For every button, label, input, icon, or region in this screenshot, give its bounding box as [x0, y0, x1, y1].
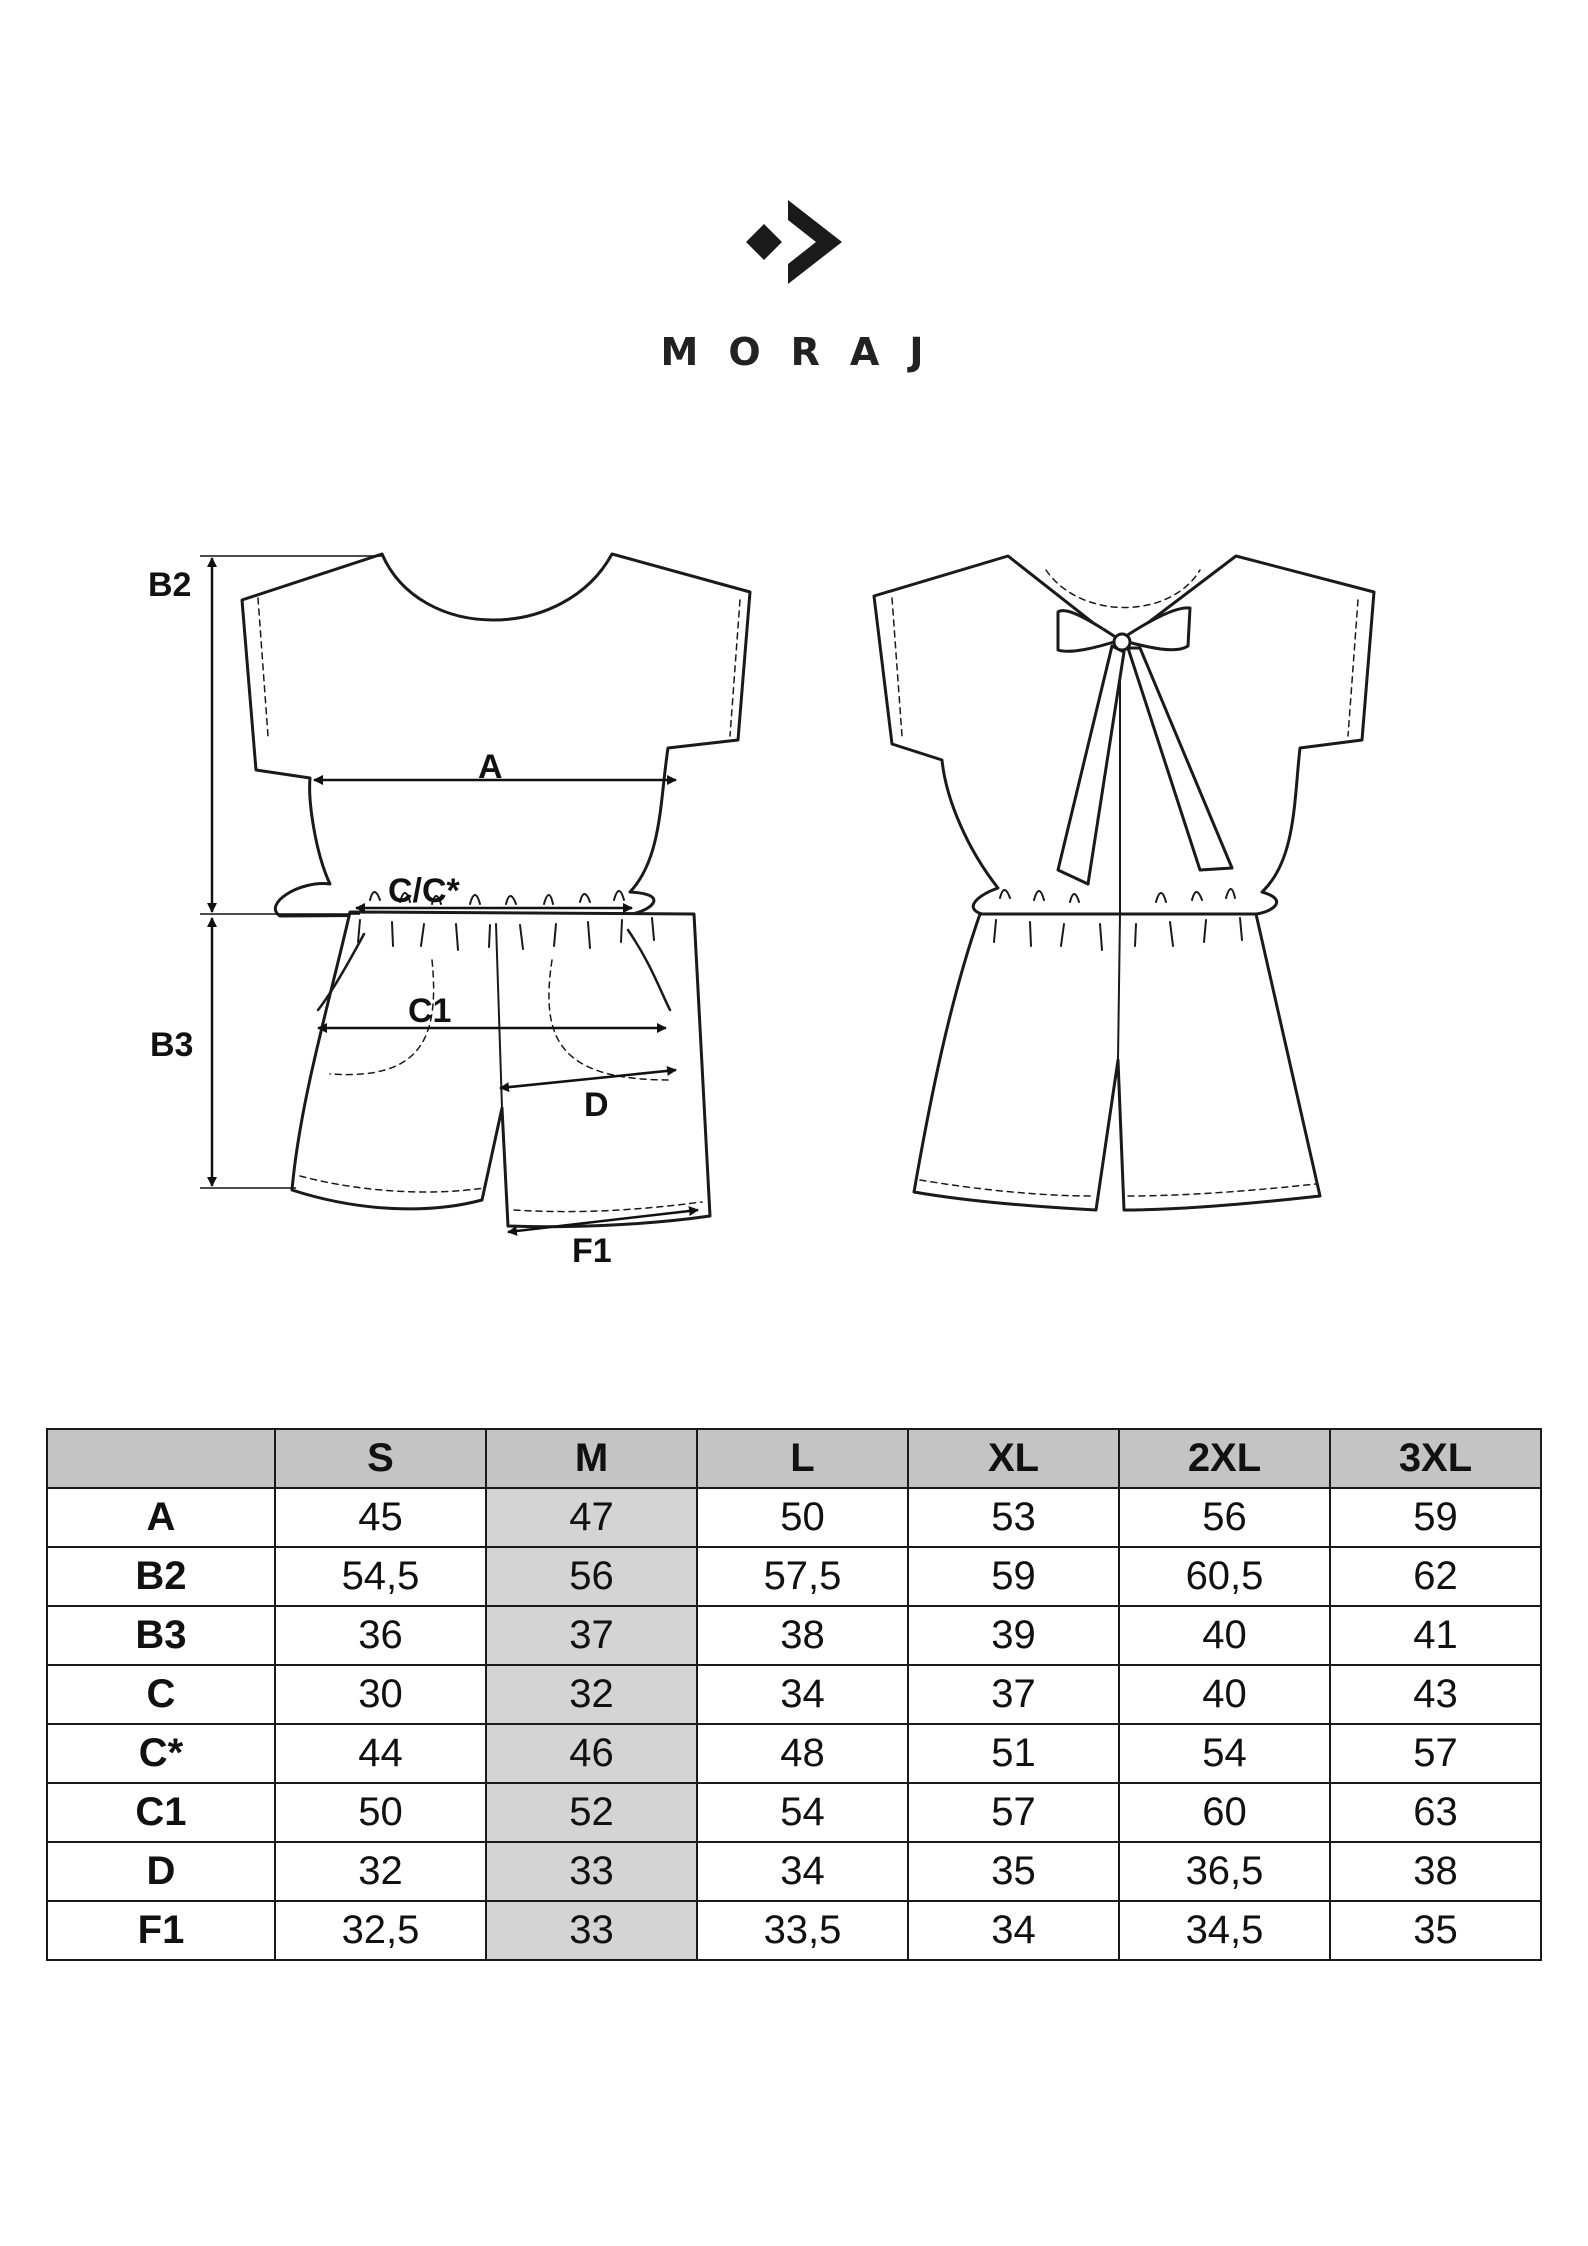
- table-row: [47, 1842, 1541, 1901]
- measurement-value: 57,5: [697, 1547, 908, 1606]
- table-row: [47, 1606, 1541, 1665]
- measurement-value: 59: [908, 1547, 1119, 1606]
- measurement-value: 60: [1119, 1783, 1330, 1842]
- measurement-value: 54: [697, 1783, 908, 1842]
- measurement-label: C1: [47, 1783, 275, 1842]
- measurement-value: 37: [486, 1606, 697, 1665]
- back-view-drawing: [874, 556, 1374, 1210]
- measurement-value: 54,5: [275, 1547, 486, 1606]
- measurement-value: 62: [1330, 1547, 1541, 1606]
- measurement-label: D: [47, 1842, 275, 1901]
- measurement-value: 30: [275, 1665, 486, 1724]
- label-c-cstar: C/C*: [388, 872, 460, 910]
- table-row: [47, 1488, 1541, 1547]
- table-row: [47, 1901, 1541, 1960]
- table-row: [47, 1547, 1541, 1606]
- size-header-3xl: 3XL: [1330, 1429, 1541, 1488]
- label-d: D: [584, 1086, 609, 1124]
- measurement-value: 41: [1330, 1606, 1541, 1665]
- table-row: [47, 1665, 1541, 1724]
- measurement-value: 45: [275, 1488, 486, 1547]
- measurement-value: 56: [1119, 1488, 1330, 1547]
- size-header-2xl: 2XL: [1119, 1429, 1330, 1488]
- table-row: [47, 1783, 1541, 1842]
- measurement-value: 43: [1330, 1665, 1541, 1724]
- measurement-value: 60,5: [1119, 1547, 1330, 1606]
- size-chart-table: [46, 1428, 1542, 1961]
- measurement-value: 33: [486, 1842, 697, 1901]
- measurement-value: 39: [908, 1606, 1119, 1665]
- measurement-label: A: [47, 1488, 275, 1547]
- measurement-value: 33: [486, 1901, 697, 1960]
- measurement-label: C*: [47, 1724, 275, 1783]
- measurement-value: 50: [697, 1488, 908, 1547]
- measurement-value: 52: [486, 1783, 697, 1842]
- measurement-value: 38: [697, 1606, 908, 1665]
- measurement-value: 34,5: [1119, 1901, 1330, 1960]
- measurement-label: B2: [47, 1547, 275, 1606]
- measurement-value: 40: [1119, 1606, 1330, 1665]
- label-f1: F1: [572, 1232, 612, 1270]
- measurement-value: 54: [1119, 1724, 1330, 1783]
- measurement-value: 40: [1119, 1665, 1330, 1724]
- measurement-value: 48: [697, 1724, 908, 1783]
- brand-logo: [0, 200, 1588, 374]
- measurement-value: 34: [697, 1842, 908, 1901]
- measurement-value: 44: [275, 1724, 486, 1783]
- measurement-value: 37: [908, 1665, 1119, 1724]
- measurement-value: 51: [908, 1724, 1119, 1783]
- measurement-value: 63: [1330, 1783, 1541, 1842]
- size-header-xl: XL: [908, 1429, 1119, 1488]
- table-row: [47, 1724, 1541, 1783]
- measurement-value: 47: [486, 1488, 697, 1547]
- size-header-l: L: [697, 1429, 908, 1488]
- moraj-chevron-logo-icon: [744, 200, 844, 284]
- measurement-value: 36: [275, 1606, 486, 1665]
- brand-name: MORAJ: [660, 330, 954, 374]
- measurement-value: 34: [908, 1901, 1119, 1960]
- measurement-value: 32: [486, 1665, 697, 1724]
- measurement-label: B3: [47, 1606, 275, 1665]
- measurement-value: 36,5: [1119, 1842, 1330, 1901]
- measurement-label: F1: [47, 1901, 275, 1960]
- label-a: A: [478, 748, 503, 786]
- size-header-s: S: [275, 1429, 486, 1488]
- front-view-drawing: [242, 554, 750, 1227]
- garment-diagram: [0, 520, 1588, 1280]
- measurement-value: 56: [486, 1547, 697, 1606]
- measurement-value: 53: [908, 1488, 1119, 1547]
- measurement-label: C: [47, 1665, 275, 1724]
- size-header-m: M: [486, 1429, 697, 1488]
- measurement-value: 35: [908, 1842, 1119, 1901]
- measurement-value: 34: [697, 1665, 908, 1724]
- measurement-value: 46: [486, 1724, 697, 1783]
- table-header-row: [47, 1429, 1541, 1488]
- label-c1: C1: [408, 992, 452, 1030]
- measurement-value: 57: [1330, 1724, 1541, 1783]
- measurement-value: 57: [908, 1783, 1119, 1842]
- measurement-value: 32,5: [275, 1901, 486, 1960]
- header-corner-cell: [47, 1429, 275, 1488]
- label-b3: B3: [150, 1026, 194, 1064]
- measurement-value: 33,5: [697, 1901, 908, 1960]
- measurement-value: 35: [1330, 1901, 1541, 1960]
- label-b2: B2: [148, 566, 192, 604]
- measurement-value: 38: [1330, 1842, 1541, 1901]
- measurement-value: 50: [275, 1783, 486, 1842]
- measurement-value: 59: [1330, 1488, 1541, 1547]
- measurement-value: 32: [275, 1842, 486, 1901]
